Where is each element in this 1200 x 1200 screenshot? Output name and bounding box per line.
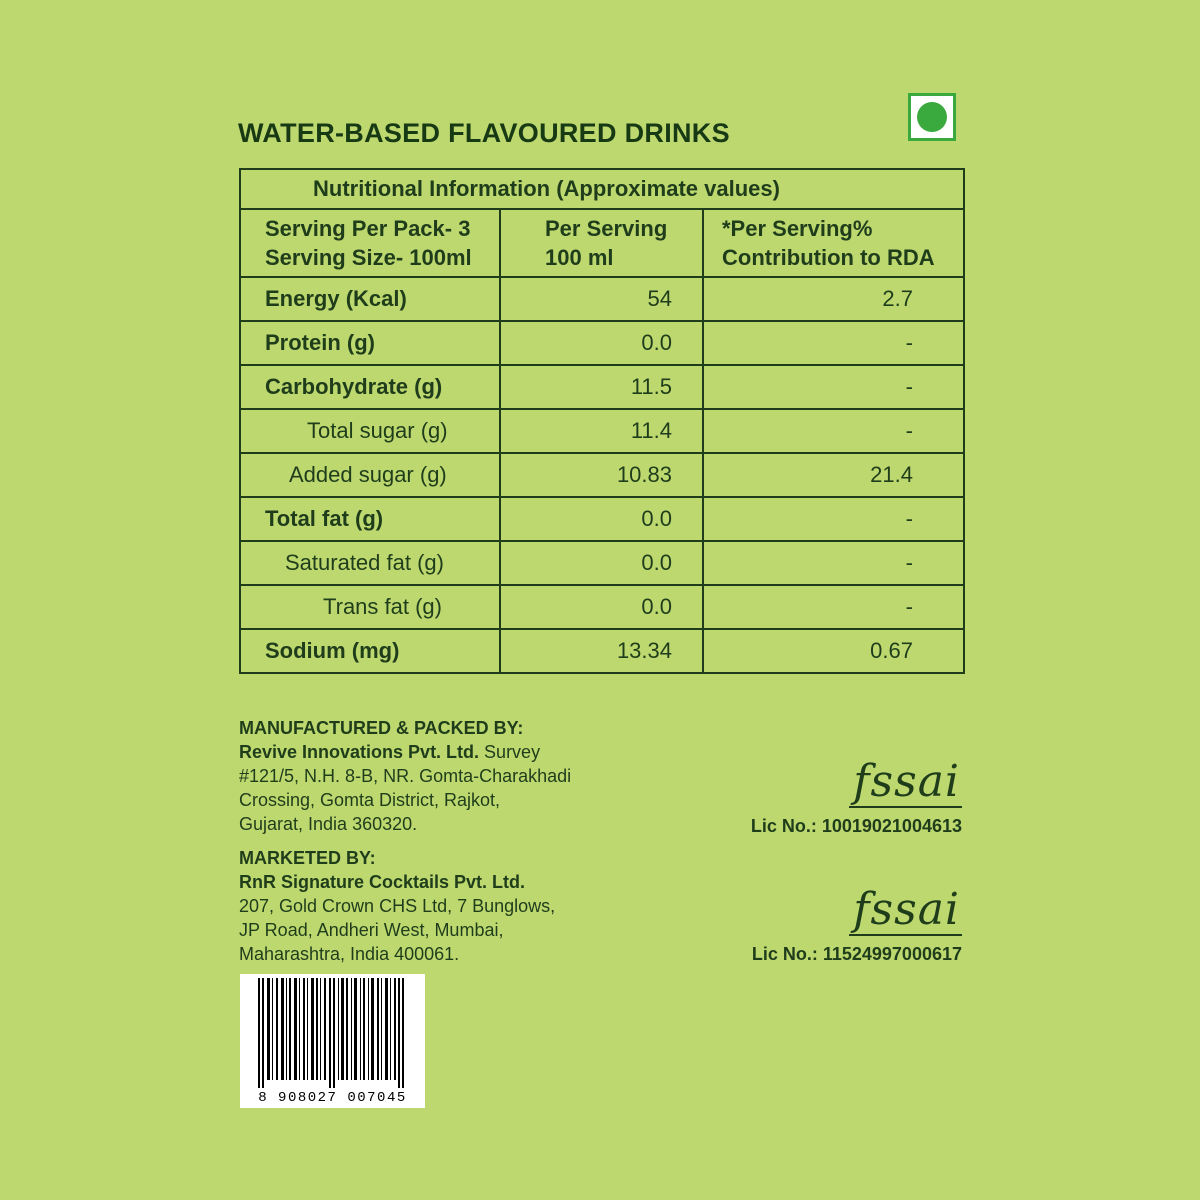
table-row: [240, 453, 964, 497]
header-rda: [703, 209, 964, 277]
row-value: 0.0: [500, 585, 703, 629]
row-rda: -: [703, 541, 964, 585]
table-row: [240, 321, 964, 365]
header-per-serving-line1: Per Serving: [545, 216, 668, 241]
table-caption-row: [240, 169, 964, 209]
row-rda: -: [703, 585, 964, 629]
table-row: [240, 365, 964, 409]
manufacturer-heading: MANUFACTURED & PACKED BY:: [239, 718, 524, 738]
manufacturer-company: Revive Innovations Pvt. Ltd.: [239, 742, 480, 762]
header-per-serving-line2: 100 ml: [545, 245, 614, 270]
product-category-title: WATER-BASED FLAVOURED DRINKS: [238, 118, 730, 148]
header-rda-line2: Contribution to RDA: [722, 245, 935, 270]
marketer-company: RnR Signature Cocktails Pvt. Ltd.: [239, 872, 526, 892]
row-rda: 21.4: [703, 453, 964, 497]
veg-dot: [917, 102, 947, 132]
row-value: 0.0: [500, 497, 703, 541]
row-label: Energy (Kcal): [240, 277, 500, 321]
table-row: [240, 409, 964, 453]
veg-symbol-icon: [908, 93, 956, 141]
barcode-digits: 8 908027 007045: [258, 1090, 407, 1106]
header-serving-info: [240, 209, 500, 277]
manufacturer-address-line: [239, 740, 639, 764]
fssai-license-number: Lic No.: 10019021004613: [750, 816, 962, 836]
row-label: Added sugar (g): [240, 453, 500, 497]
barcode-bars-icon: [240, 974, 425, 1089]
table-row: [240, 629, 964, 673]
manufacturer-line4: Gujarat, India 360320.: [239, 814, 418, 834]
marketer-block: [239, 846, 639, 966]
header-serving-size: Serving Size- 100ml: [265, 245, 472, 270]
manufacturer-line2: #121/5, N.H. 8-B, NR. Gomta-Charakhadi: [239, 766, 572, 786]
row-rda: -: [703, 497, 964, 541]
row-value: 13.34: [500, 629, 703, 673]
fssai-logo-icon: fssai: [849, 760, 962, 808]
header-rda-line1: *Per Serving%: [722, 216, 873, 241]
manufacturer-line1: Survey: [479, 742, 541, 762]
row-value: 11.4: [500, 409, 703, 453]
row-label: Total fat (g): [240, 497, 500, 541]
marketer-line2: JP Road, Andheri West, Mumbai,: [239, 920, 504, 940]
table-row: [240, 585, 964, 629]
row-rda: 0.67: [703, 629, 964, 673]
row-rda: -: [703, 365, 964, 409]
barcode: [240, 974, 425, 1108]
row-value: 10.83: [500, 453, 703, 497]
manufacturer-block: [239, 716, 639, 836]
fssai-license-number: Lic No.: 11524997000617: [751, 944, 962, 964]
row-value: 0.0: [500, 541, 703, 585]
row-value: 54: [500, 277, 703, 321]
marketer-line3: Maharashtra, India 400061.: [239, 944, 460, 964]
header-serving-per-pack: Serving Per Pack- 3: [265, 216, 471, 241]
row-label: Trans fat (g): [240, 585, 500, 629]
row-label: Carbohydrate (g): [240, 365, 500, 409]
manufacturer-line3: Crossing, Gomta District, Rajkot,: [239, 790, 501, 810]
table-row: [240, 277, 964, 321]
nutrition-table: [239, 168, 965, 674]
marketer-line1: 207, Gold Crown CHS Ltd, 7 Bunglows,: [239, 896, 556, 916]
table-row: [240, 541, 964, 585]
row-label: Saturated fat (g): [240, 541, 500, 585]
row-value: 11.5: [500, 365, 703, 409]
fssai-license-1: [750, 756, 962, 837]
table-header-row: [240, 209, 964, 277]
row-label: Protein (g): [240, 321, 500, 365]
row-value: 0.0: [500, 321, 703, 365]
fssai-logo-icon: fssai: [849, 888, 962, 936]
table-caption: Nutritional Information (Approximate values): [240, 169, 964, 209]
row-rda: -: [703, 321, 964, 365]
row-label: Total sugar (g): [240, 409, 500, 453]
marketer-heading: MARKETED BY:: [239, 848, 376, 868]
row-rda: -: [703, 409, 964, 453]
row-rda: 2.7: [703, 277, 964, 321]
row-label: Sodium (mg): [240, 629, 500, 673]
table-row: [240, 497, 964, 541]
header-per-serving: [500, 209, 703, 277]
fssai-license-2: [751, 884, 962, 965]
